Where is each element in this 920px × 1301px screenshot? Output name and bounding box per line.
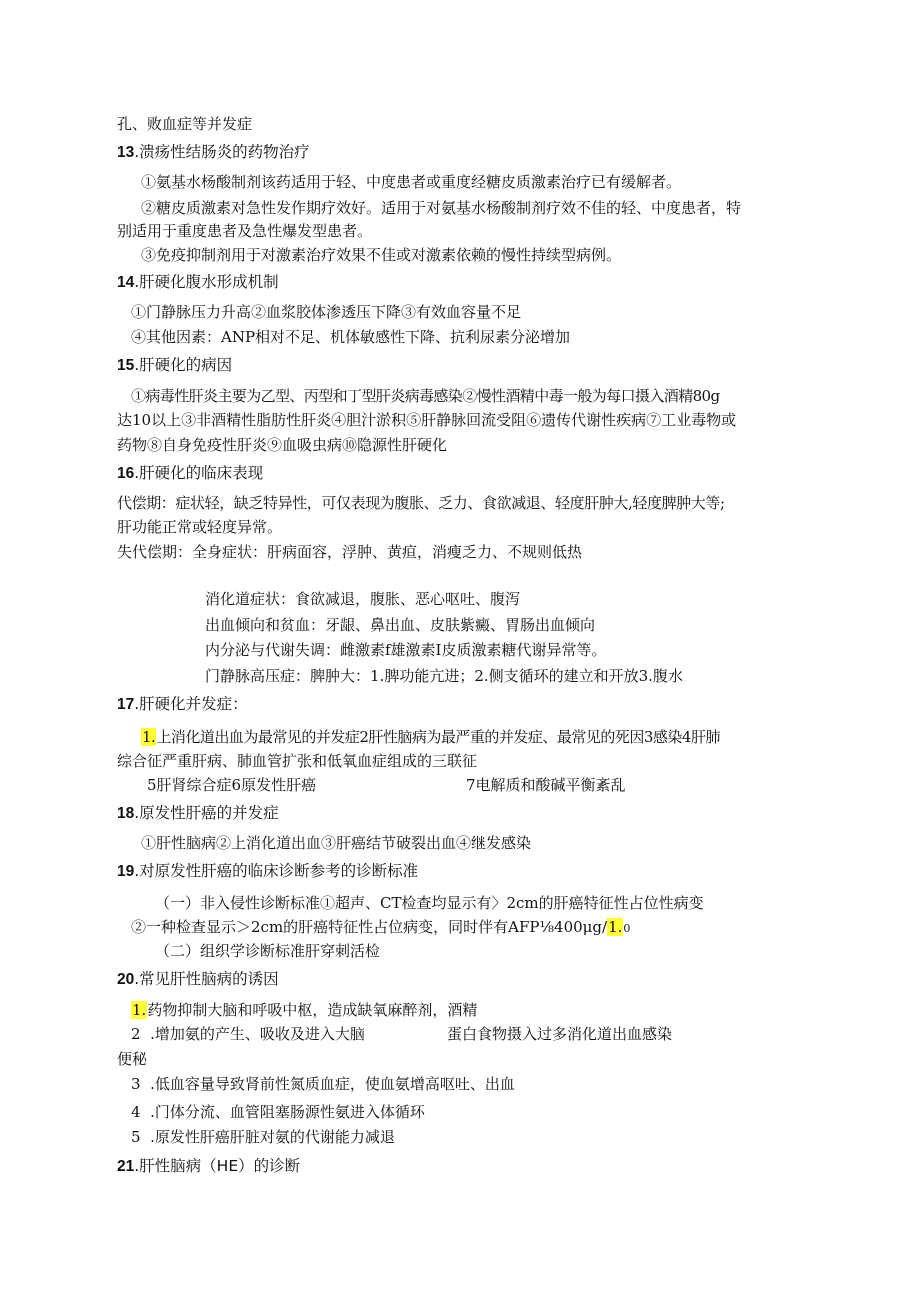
text-line: ①肝性脑病②上消化道出血③肝癌结节破裂出血④继发感染 [141, 834, 532, 852]
text-line: 便秘 [117, 1050, 148, 1068]
section-number: 19 [117, 863, 135, 880]
text-line: 门静脉高压症：脾肿大：1.脾功能亢进；2.侧支循环的建立和开放3.腹水 [205, 667, 683, 685]
text-line: 达10以上③非酒精性脂肪性肝炎④胆汁淤积⑤肝静脉回流受阻⑥遗传代谢性疾病⑦工业毒物或 [117, 411, 737, 429]
section-number: 14 [117, 274, 135, 291]
text-line: ①氨基水杨酸制剂该药适用于轻、中度患者或重度经糖皮质激素治疗已有缓解者。 [141, 173, 682, 191]
section-heading-13 [117, 142, 310, 163]
text-line: ①病毒性肝炎主要为乙型、丙型和丁型肝炎病毒感染②慢性酒精中毒一般为每口摄入酒精80g [131, 387, 720, 405]
section-title: .对原发性肝癌的临床诊断参考的诊断标准 [134, 862, 419, 880]
text-line [131, 917, 630, 939]
text-line: ①门静脉压力升高②血浆胶体渗透压下降③有效血容量不足 [131, 303, 522, 321]
section-heading-16 [117, 463, 263, 484]
text-line: 5肝肾综合症6原发性肝癌 [147, 776, 317, 794]
section-number: 16 [117, 465, 135, 482]
text-line: 肝功能正常或轻度异常。 [117, 518, 283, 536]
text-line: 内分泌与代谢失调：雌激素f雄激素I皮质激素糖代谢异常等。 [205, 641, 607, 659]
section-heading-17 [117, 694, 248, 715]
highlight-mark: 1. [142, 728, 156, 746]
section-heading-21 [117, 1156, 300, 1177]
section-number: 17 [117, 696, 135, 713]
section-title: .肝硬化的病因 [134, 356, 233, 374]
text-span: 上消化道出血为最常见的并发症2肝性脑病为最严重的并发症、最常见的死因3感染4肝肺 [156, 728, 720, 746]
text-line: ②糖皮质激素对急性发作期疗效好。适用于对氨基水杨酸制剂疗效不佳的轻、中度患者，特 [141, 199, 742, 217]
text-span: ②一种检查显示＞2cm的肝癌特征性占位病变，同时伴有AFP⅛400μg/ [131, 918, 608, 936]
text-line [131, 1000, 477, 1020]
text-line: 综合征严重肝病、肺血管扩张和低氧血症组成的三联征 [117, 752, 478, 770]
highlight-mark: 1. [608, 918, 623, 936]
text-line: 代偿期：症状轻，缺乏特异性，可仅表现为腹胀、乏力、食欲减退、轻度肝肿大,轻度脾肿大等; [117, 494, 725, 512]
text-line: 孔、败血症等并发症 [117, 115, 253, 133]
text-line: （二）组织学诊断标准肝穿刺活检 [155, 942, 381, 960]
section-title: .肝硬化并发症： [134, 695, 248, 713]
section-title: .肝硬化腹水形成机制 [134, 273, 279, 291]
section-number: 13 [117, 144, 135, 161]
section-number: 20 [117, 971, 135, 988]
text-line: ③免疫抑制剂用于对激素治疗效果不佳或对激素依赖的慢性持续型病例。 [141, 246, 622, 264]
text-line: ④其他因素：ANP相对不足、机体敏感性下降、抗利尿素分泌增加 [131, 328, 571, 346]
text-line: 5 .原发性肝癌肝脏对氨的代谢能力减退 [131, 1128, 395, 1146]
section-title: .肝性脑病（HE）的诊断 [134, 1157, 301, 1175]
highlight-mark: 1. [132, 1001, 147, 1019]
text-span: 药物抑制大脑和呼吸中枢，造成缺氧麻醉剂，酒精 [147, 1001, 478, 1019]
section-number: 15 [117, 357, 135, 374]
section-heading-14 [117, 272, 279, 293]
text-line: 2 .增加氨的产生、吸收及进入大脑 [131, 1025, 365, 1043]
text-line: 3 .低血容量导致肾前性氮质血症，使血氨增高呕吐、出血 [131, 1075, 515, 1093]
text-line: 别适用于重度患者及急性爆发型患者。 [117, 222, 373, 240]
section-heading-18 [117, 803, 279, 824]
section-number: 21 [117, 1158, 135, 1175]
text-line: 出血倾向和贫血：牙龈、鼻出血、皮肤紫癜、胃肠出血倾向 [205, 616, 596, 634]
section-heading-20 [117, 969, 279, 990]
section-number: 18 [117, 805, 135, 822]
text-line: 失代偿期：全身症状：肝病面容，浮肿、黄疸，消瘦乏力、不规则低热 [117, 543, 583, 561]
section-title: .溃疡性结肠炎的药物治疗 [134, 143, 310, 161]
section-title: .常见肝性脑病的诱因 [134, 970, 279, 988]
text-span: 0 [623, 922, 631, 935]
text-line: 4 .门体分流、血管阻塞肠源性氨进入体循环 [131, 1103, 425, 1121]
section-title: .原发性肝癌的并发症 [134, 804, 279, 822]
section-heading-15 [117, 355, 232, 376]
text-line: 消化道症状：食欲减退，腹胀、恶心呕吐、腹泻 [205, 590, 521, 608]
section-heading-19 [117, 861, 418, 882]
text-line: （一）非入侵性诊断标准①超声、CT检查均显示有〉2cm的肝癌特征性占位性病变 [155, 894, 704, 912]
text-line: 7电解质和酸碱平衡紊乱 [466, 776, 626, 794]
section-title: .肝硬化的临床表现 [134, 464, 264, 482]
text-line: 药物⑧自身免疫性肝炎⑨血吸虫病⑩隐源性肝硬化 [117, 436, 448, 454]
text-line: 蛋白食物摄入过多消化道出血感染 [447, 1025, 673, 1043]
text-line [141, 727, 720, 747]
